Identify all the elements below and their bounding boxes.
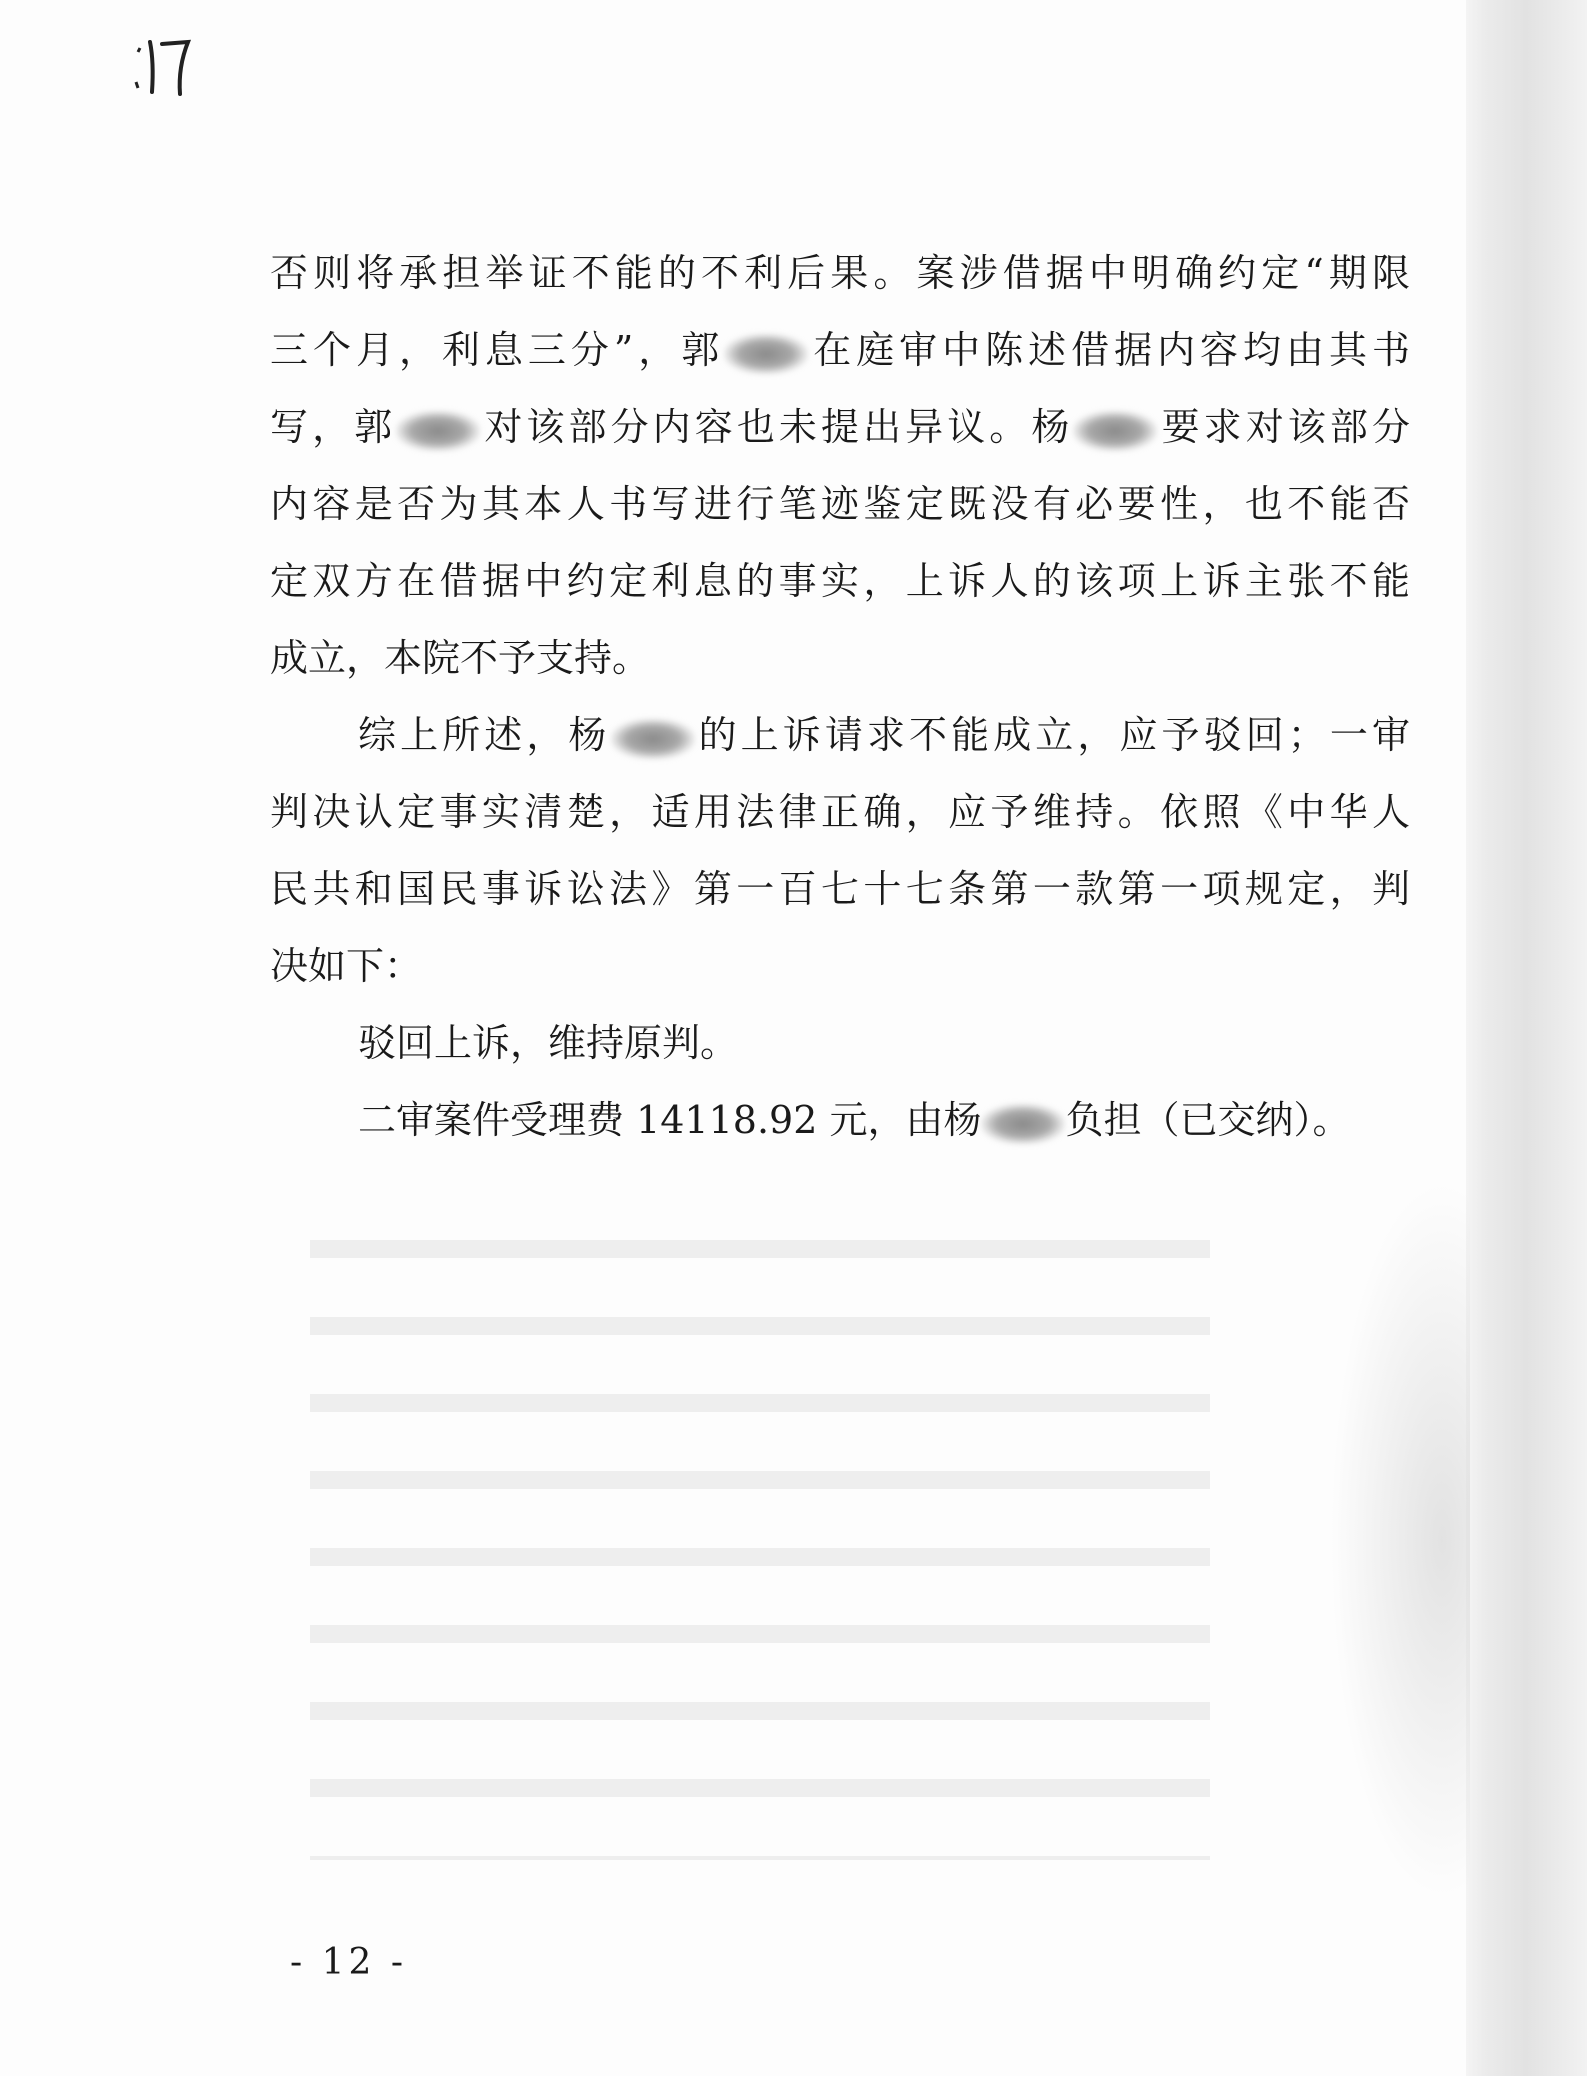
text-line — [270, 708, 1410, 785]
handwritten-mark — [128, 22, 198, 107]
text-line — [270, 1093, 1410, 1170]
text-segment: 定双方在借据中约定利息的事实，上诉人的该项上诉主张不能 — [270, 559, 1410, 603]
text-segment: 二审案件受理费 14118.92 元，由杨 — [358, 1098, 982, 1142]
text-line — [270, 400, 1410, 477]
text-segment: 的上诉请求不能成立，应予驳回；一审 — [694, 713, 1410, 757]
text-segment: 民共和国民事诉讼法》第一百七十七条第一款第一项规定，判 — [270, 867, 1410, 911]
text-segment: 综上所述，杨 — [358, 713, 611, 757]
text-segment: 对该部分内容也未提出异议。杨 — [480, 405, 1074, 449]
text-line — [270, 477, 1410, 554]
text-line — [270, 554, 1410, 631]
page-number: - 12 - — [290, 1942, 408, 1983]
text-line — [270, 323, 1410, 400]
bleed-through-text — [310, 1240, 1210, 1860]
text-segment: 在庭审中陈述借据内容均由其书 — [808, 328, 1410, 372]
redacted-name — [724, 334, 808, 374]
scan-edge-shadow — [1466, 0, 1587, 2076]
text-line — [270, 246, 1410, 323]
text-segment: 内容是否为其本人书写进行笔迹鉴定既没有必要性，也不能否 — [270, 482, 1410, 526]
redacted-name — [611, 719, 695, 759]
text-segment: 决如下： — [270, 944, 423, 988]
text-segment: 要求对该部分 — [1157, 405, 1410, 449]
redacted-name — [981, 1104, 1065, 1144]
text-line — [270, 1016, 1410, 1093]
text-segment: 判决认定事实清楚，适用法律正确，应予维持。依照《中华人 — [270, 790, 1410, 834]
text-line — [270, 939, 1410, 1016]
text-segment: 三个月，利息三分”，郭 — [270, 328, 725, 372]
text-segment: 负担（已交纳）。 — [1065, 1098, 1351, 1142]
text-line — [270, 862, 1410, 939]
judgment-body — [270, 246, 1410, 1170]
redacted-name — [1073, 411, 1157, 451]
text-line — [270, 631, 1410, 708]
text-segment: 成立，本院不予支持。 — [270, 636, 651, 680]
scan-shadow — [1330, 1180, 1470, 1900]
text-segment: 否则将承担举证不能的不利后果。案涉借据中明确约定“期限 — [270, 251, 1410, 295]
redacted-name — [396, 411, 480, 451]
text-line — [270, 785, 1410, 862]
text-segment: 写，郭 — [270, 405, 397, 449]
text-segment: 驳回上诉，维持原判。 — [358, 1021, 739, 1065]
